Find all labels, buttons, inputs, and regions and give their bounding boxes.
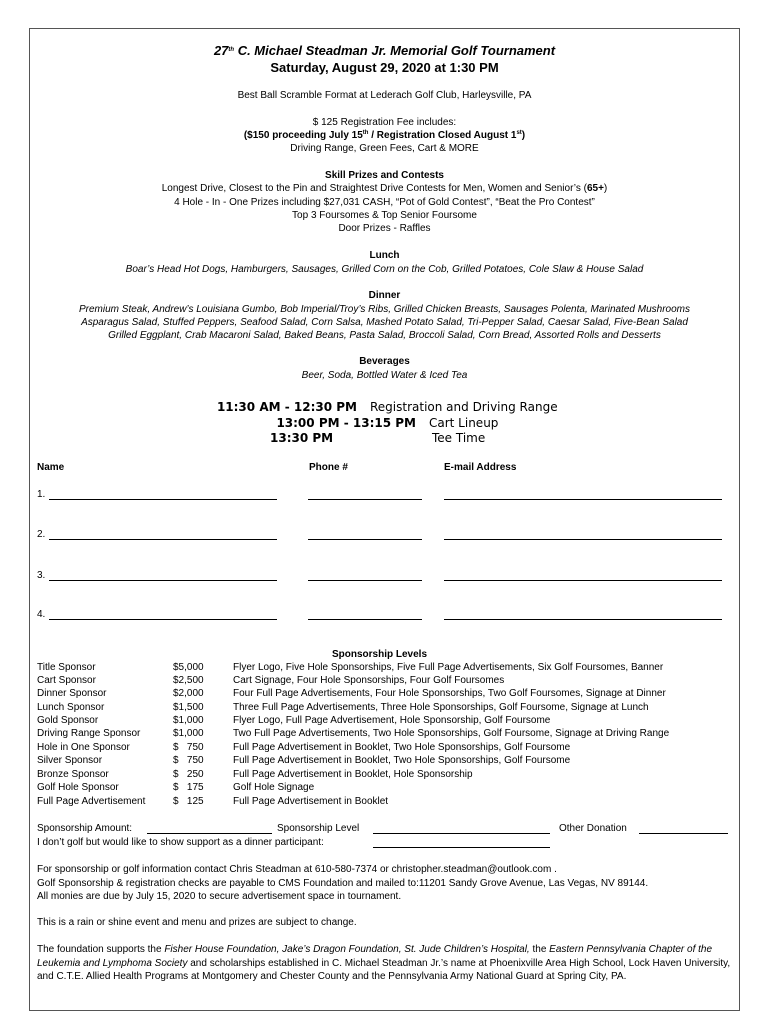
sponsor-level-desc: Four Full Page Advertisements, Four Hole Sponsorships, Two Golf Foursomes, Signage at Dinner [233,688,666,699]
foundation-paragraph: The foundation supports the Fisher House Foundation, Jake’s Dragon Foundation, St. Jude Children’s Hospital, the Eastern Pennsylvania Chapter of the Leukemia and Lymphoma Society and scholarships established in C. Michael Steadman Jr.’s name at Phoenixville Area High School, Lock Haven University, and C.T.E. Allied Health Programs at Montgomery and Chester County and the Pennsylvania Army National Guard at Spring City, PA. [37,944,731,982]
schedule-time-1: 11:30 AM - 12:30 PM [216,400,357,414]
sponsor-level-name: Hole in One Sponsor [37,742,130,753]
sponsor-level-name: Silver Sponsor [37,755,103,766]
sponsor-level-name: Cart Sponsor [37,675,96,686]
dinner-participant-field[interactable] [373,847,550,848]
sponsor-level-desc: Full Page Advertisement in Booklet, Hole Sponsorship [233,769,473,780]
sponsor-level-desc: Full Page Advertisement in Booklet, Two Hole Sponsorships, Golf Foursome [233,755,571,766]
schedule-time-3: 13:30 PM [270,431,334,445]
sponsor-level-price: $5,000 [173,662,204,673]
skill-heading: Skill Prizes and Contests [325,170,444,181]
other-donation-field[interactable] [639,833,728,834]
sponsor-level-name: Dinner Sponsor [37,688,107,699]
sponsor-level-price: $2,000 [173,688,204,699]
phone-column-label: Phone # [309,462,348,473]
fee-includes: Driving Range, Green Fees, Cart & MORE [290,143,479,154]
row-number-1: 1. [37,489,46,500]
sponsor-level-desc: Two Full Page Advertisements, Two Hole Sponsorships, Golf Foursome, Signage at Driving Range [233,728,670,739]
sponsorship-amount-label: Sponsorship Amount: [37,823,133,834]
email-field-1[interactable] [444,499,722,500]
name-field-4[interactable] [49,619,277,620]
skill-line-1: Longest Drive, Closest to the Pin and Straightest Drive Contests for Men, Women and Senior’s (65+) [161,183,608,194]
rain-or-shine-note: This is a rain or shine event and menu and prizes are subject to change. [37,917,357,928]
row-number-4: 4. [37,609,46,620]
name-field-1[interactable] [49,499,277,500]
sponsor-level-price: $1,000 [173,728,204,739]
skill-line-4: Door Prizes - Raffles [338,223,431,234]
format-line: Best Ball Scramble Format at Lederach Golf Club, Harleysville, PA [237,90,532,101]
lunch-menu: Boar’s Head Hot Dogs, Hamburgers, Sausages, Grilled Corn on the Cob, Grilled Potatoes, Cole Slaw & House Salad [125,264,644,275]
sponsor-level-price: $1,500 [173,702,204,713]
dinner-menu-line-1: Premium Steak, Andrew’s Louisiana Gumbo, Bob Imperial/Troy’s Ribs, Grilled Chicken Breasts, Sausages Polenta, Marinated Mushrooms [78,304,690,315]
sponsor-level-name: Golf Hole Sponsor [37,782,119,793]
sponsor-level-desc: Full Page Advertisement in Booklet, Two Hole Sponsorships, Golf Foursome [233,742,571,753]
dinner-heading: Dinner [368,290,401,301]
sponsor-level-price: $ 175 [173,782,204,793]
phone-field-1[interactable] [308,499,422,500]
dinner-participant-label: I don’t golf but would like to show support as a dinner participant: [37,837,324,848]
schedule-time-2: 13:00 PM - 13:15 PM [276,416,416,430]
sponsor-level-price: $ 750 [173,755,204,766]
sponsorship-heading: Sponsorship Levels [332,649,428,660]
sponsor-level-price: $2,500 [173,675,204,686]
sponsor-level-price: $ 125 [173,796,204,807]
sponsor-level-price: $ 750 [173,742,204,753]
phone-field-3[interactable] [308,580,422,581]
sponsor-level-name: Title Sponsor [37,662,96,673]
row-number-2: 2. [37,529,46,540]
tournament-date: Saturday, August 29, 2020 at 1:30 PM [270,60,499,75]
fee-line: $ 125 Registration Fee includes: [312,117,457,128]
contact-info [37,863,737,904]
name-field-2[interactable] [49,539,277,540]
sponsorship-level-label: Sponsorship Level [277,823,360,834]
sponsor-level-name: Gold Sponsor [37,715,99,726]
sponsor-level-name: Driving Range Sponsor [37,728,141,739]
sponsor-level-desc: Full Page Advertisement in Booklet [233,796,389,807]
schedule-event-3: Tee Time [432,431,486,445]
sponsor-level-name: Bronze Sponsor [37,769,109,780]
dinner-menu-line-2: Asparagus Salad, Stuffed Peppers, Seafood Salad, Corn Salsa, Mashed Potato Salad, Tri-Pepper Salad, Caesar Salad, Five-Bean Salad [81,317,688,328]
other-donation-label: Other Donation [559,823,627,834]
email-field-2[interactable] [444,539,722,540]
sponsor-level-desc: Flyer Logo, Five Hole Sponsorships, Five Full Page Advertisements, Six Golf Foursomes, Banner [233,662,664,673]
tournament-title: 27th C. Michael Steadman Jr. Memorial Golf Tournament [213,43,556,58]
beverages-heading: Beverages [359,356,410,367]
skill-line-2: 4 Hole - In - One Prizes including $27,031 CASH, “Pot of Gold Contest”, “Beat the Pro Contest” [174,197,595,208]
sponsor-level-desc: Golf Hole Signage [233,782,315,793]
contact-line-2: Golf Sponsorship & registration checks are payable to CMS Foundation and mailed to:11201 Sandy Grove Avenue, Las Vegas, NV 89144. [37,877,649,889]
phone-field-2[interactable] [308,539,422,540]
email-field-3[interactable] [444,580,722,581]
name-column-label: Name [37,462,65,473]
sponsor-level-desc: Cart Signage, Four Hole Sponsorships, Four Golf Foursomes [233,675,505,686]
beverages-list: Beer, Soda, Bottled Water & Iced Tea [301,370,468,381]
sponsor-level-name: Lunch Sponsor [37,702,105,713]
sponsor-level-price: $1,000 [173,715,204,726]
contact-line-3: All monies are due by July 15, 2020 to secure advertisement space in tournament. [37,891,402,902]
sponsor-level-desc: Three Full Page Advertisements, Three Hole Sponsorships, Golf Foursome, Signage at Lunch [233,702,649,713]
sponsor-level-name: Full Page Advertisement [37,796,146,807]
fee-deadline: ($150 proceeding July 15th / Registration Closed August 1st) [243,130,526,141]
sponsor-level-price: $ 250 [173,769,204,780]
contact-line-1: For sponsorship or golf information contact Chris Steadman at 610-580-7374 or christopher.steadman@outlook.com . [37,864,557,875]
lunch-heading: Lunch [369,250,400,261]
schedule-event-2: Cart Lineup [429,416,499,430]
email-column-label: E-mail Address [444,462,517,473]
skill-line-3: Top 3 Foursomes & Top Senior Foursome [292,210,477,221]
dinner-menu-line-3: Grilled Eggplant, Crab Macaroni Salad, Baked Beans, Pasta Salad, Broccoli Salad, Corn Bread, Assorted Rolls and Desserts [108,330,661,341]
email-field-4[interactable] [444,619,722,620]
phone-field-4[interactable] [308,619,422,620]
schedule-event-1: Registration and Driving Range [370,400,558,414]
sponsorship-level-field[interactable] [373,833,550,834]
sponsor-level-desc: Flyer Logo, Full Page Advertisement, Hole Sponsorship, Golf Foursome [233,715,551,726]
name-field-3[interactable] [49,580,277,581]
row-number-3: 3. [37,570,46,581]
sponsorship-amount-field[interactable] [147,833,272,834]
